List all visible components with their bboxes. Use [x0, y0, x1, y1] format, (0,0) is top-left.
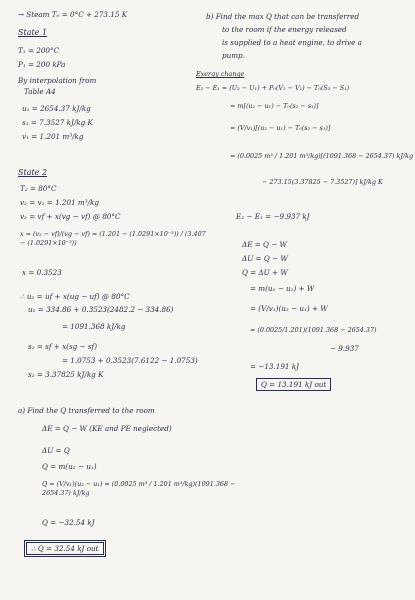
state1-line: T₁ = 200°C — [18, 46, 60, 55]
state1-line: u₁ = 2654.37 kJ/kg — [22, 104, 91, 113]
part-b-line: = m[(u₂ − u₁) − T₀(s₂ − s₁)] — [230, 102, 319, 110]
exergy-label: Exergy change — [196, 70, 245, 78]
state2-line: ∴ u₂ = uf + x(ug − uf) @ 80°C — [20, 292, 130, 301]
state2-line: x = (v₂ − vf)/(vg − vf) = (1.201 − (1.0291×10⁻³)) / (3.407 − (1.0291×10⁻³)) — [20, 230, 206, 247]
part-a-line: ΔU = Q — [42, 446, 70, 455]
part-a-answer-box: ∴ Q = 32.54 kJ out — [24, 540, 106, 557]
state1-line: s₁ = 7.3527 kJ/kg K — [22, 118, 93, 127]
state1-line: Table A4 — [24, 87, 56, 96]
part-b-line: E₂ − E₁ = (U₂ − U₁) + P₀(V₂ − V₁) − T₀(S₂ − S₁) — [196, 84, 350, 92]
part-a-line: Q = m(u₂ − u₁) — [42, 462, 97, 471]
state2-line: u₂ = 334.86 + 0.3523(2482.2 − 334.86) — [28, 305, 174, 314]
part-b-line: = (V/v₁)[(u₂ − u₁) − T₀(s₂ − s₁)] — [230, 124, 331, 132]
part-a-line: Q = −32.54 kJ — [42, 518, 95, 527]
state2-line: s₂ = sf + x(sg − sf) — [28, 342, 97, 351]
state1-line: By interpolation from — [18, 76, 97, 85]
part-b-line: ΔE = Q − W — [242, 240, 287, 249]
part-b-line: ΔU = Q − W — [242, 254, 288, 263]
part-b-answer-box: Q = 13.191 kJ out — [256, 378, 331, 391]
state2-line: s₂ = 3.37825 kJ/kg K — [28, 370, 104, 379]
state2-line: v₂ = v₁ = 1.201 m³/kg — [20, 198, 100, 207]
part-a-line: ΔE = Q − W (KE and PE neglected) — [42, 424, 172, 433]
part-b-line: − 9.937 — [330, 344, 359, 353]
part-b-line: = (0.0025 m³ / 1.201 m³/kg)[(1091.368 − 2654.37) kJ/kg — [230, 152, 414, 160]
state1-line: v₁ = 1.201 m³/kg — [22, 132, 84, 141]
state2-title: State 2 — [18, 168, 48, 177]
steam-header: → Steam T₀ = 0°C + 273.15 K — [18, 10, 128, 19]
part-b-title: is supplied to a heat engine, to drive a — [222, 38, 362, 47]
part-b-title: to the room if the energy released — [222, 25, 347, 34]
part-a-title: a) Find the Q transferred to the room — [18, 406, 155, 415]
part-b-line: = (V/v₁)(u₂ − u₁) + W — [250, 304, 328, 313]
part-b-line: = −13.191 kJ — [250, 362, 299, 371]
part-b-line: = (0.0025/1.201)(1091.368 − 2654.37) — [250, 326, 377, 334]
state2-line: = 1091.368 kJ/kg — [62, 322, 126, 331]
part-b-line: Q = ΔU + W — [242, 268, 288, 277]
state1-line: P₁ = 200 kPa — [18, 60, 66, 69]
state2-line: v₂ = vf + x(vg − vf) @ 80°C — [20, 212, 121, 221]
part-b-line: = m(u₂ − u₁) + W — [250, 284, 315, 293]
part-b-title: pump. — [222, 51, 245, 60]
state2-line: x = 0.3523 — [22, 268, 62, 277]
state2-line: T₂ = 80°C — [20, 184, 57, 193]
state1-title: State 1 — [18, 28, 48, 37]
part-b-title: b) Find the max Q that can be transferred — [206, 12, 360, 21]
part-a-line: Q = (V/v₁)(u₂ − u₁) = (0.0025 m³ / 1.201 m³/kg)(1091.368 − 2654.37) kJ/kg — [42, 480, 236, 497]
part-b-line: − 273.15(3.37825 − 7.3527)] kJ/kg K — [262, 178, 383, 186]
state2-line: = 1.0753 + 0.3523(7.6122 − 1.0753) — [62, 356, 198, 365]
part-b-line: E₂ − E₁ = −9.937 kJ — [236, 212, 310, 221]
